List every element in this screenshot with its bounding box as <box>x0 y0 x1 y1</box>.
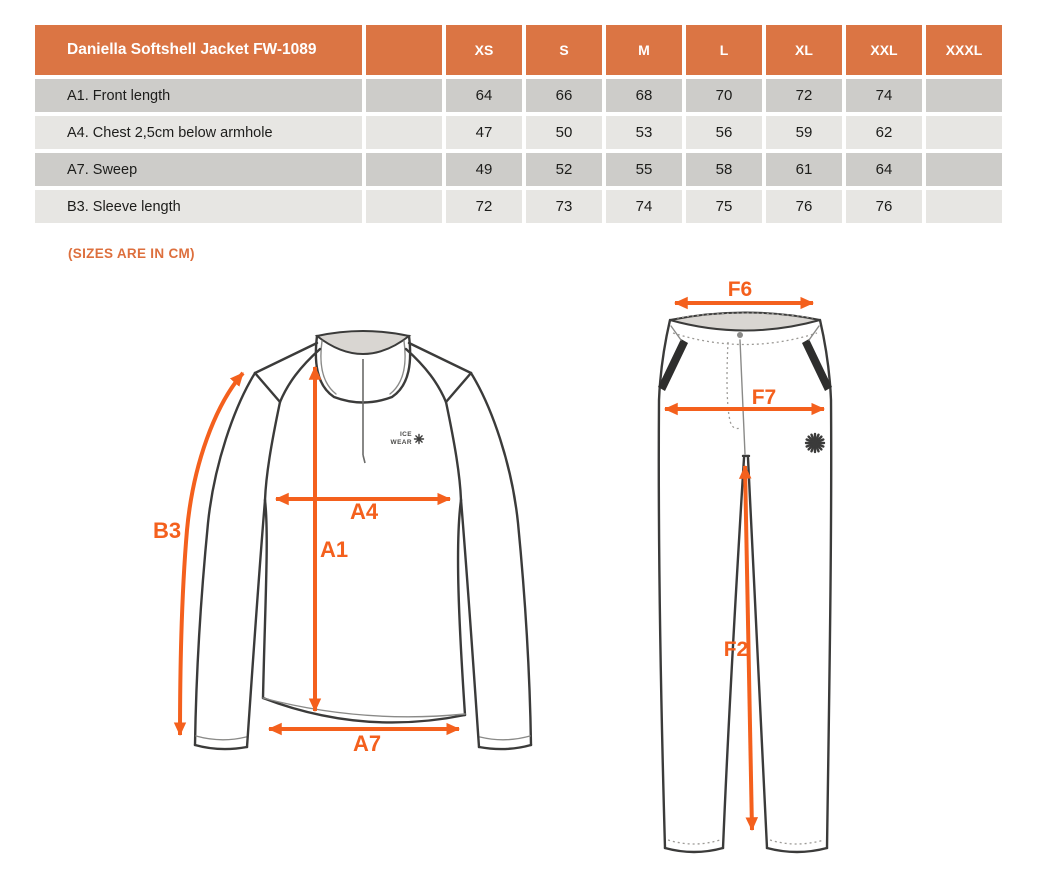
icewear-logo <box>391 431 424 446</box>
pants-diagram <box>630 278 860 868</box>
icewear-logo-text-wear: WEAR <box>390 439 412 446</box>
row-spacer <box>366 116 442 149</box>
size-value: 74 <box>846 79 922 112</box>
icewear-logo-text-ice: ICE <box>399 431 412 438</box>
size-value: 53 <box>606 116 682 149</box>
size-value: 59 <box>766 116 842 149</box>
size-value: 73 <box>526 190 602 223</box>
pants-label-f7: F7 <box>751 386 777 409</box>
jacket-outline <box>195 331 531 749</box>
row-label-chest: A4. Chest 2,5cm below armhole <box>35 116 362 149</box>
size-value <box>926 116 1002 149</box>
col-header-l: L <box>686 25 762 75</box>
size-value: 47 <box>446 116 522 149</box>
sizes-note: (SIZES ARE IN CM) <box>68 246 195 261</box>
size-value: 56 <box>686 116 762 149</box>
size-value: 49 <box>446 153 522 186</box>
jacket-label-a7: A7 <box>352 731 382 756</box>
col-header-xxxl: XXXL <box>926 25 1002 75</box>
pants-label-f6: F6 <box>727 278 753 301</box>
size-value: 70 <box>686 79 762 112</box>
size-value: 64 <box>846 153 922 186</box>
col-header-s: S <box>526 25 602 75</box>
chart-title: Daniella Softshell Jacket FW-1089 <box>35 25 362 75</box>
chart-header-spacer <box>366 25 442 75</box>
size-value: 72 <box>766 79 842 112</box>
jacket-collar-inside <box>317 331 409 354</box>
size-value: 55 <box>606 153 682 186</box>
icewear-snowflake-icon <box>415 435 424 444</box>
size-value: 74 <box>606 190 682 223</box>
size-value: 72 <box>446 190 522 223</box>
pants-snowflake-icon <box>806 434 824 452</box>
size-value <box>926 190 1002 223</box>
size-value: 68 <box>606 79 682 112</box>
jacket-label-a1: A1 <box>319 537 349 562</box>
row-label-sweep: A7. Sweep <box>35 153 362 186</box>
pants-button <box>737 332 743 338</box>
row-spacer <box>366 79 442 112</box>
size-value: 62 <box>846 116 922 149</box>
pants-outline <box>658 313 832 853</box>
size-value: 52 <box>526 153 602 186</box>
size-value <box>926 79 1002 112</box>
jacket-diagram <box>150 305 550 775</box>
row-spacer <box>366 153 442 186</box>
jacket-label-a4: A4 <box>349 499 379 524</box>
measurement-arrow-b3 <box>180 373 243 735</box>
row-label-sleeve-length: B3. Sleeve length <box>35 190 362 223</box>
pants-waist-inside <box>670 313 820 331</box>
jacket-zipper <box>363 359 365 463</box>
size-value: 64 <box>446 79 522 112</box>
size-value: 61 <box>766 153 842 186</box>
row-spacer <box>366 190 442 223</box>
size-value: 76 <box>846 190 922 223</box>
jacket-label-b3: B3 <box>152 518 182 543</box>
size-value: 75 <box>686 190 762 223</box>
col-header-xxl: XXL <box>846 25 922 75</box>
size-value: 66 <box>526 79 602 112</box>
col-header-xs: XS <box>446 25 522 75</box>
size-chart-table <box>35 25 1002 223</box>
size-value: 50 <box>526 116 602 149</box>
size-value: 58 <box>686 153 762 186</box>
pants-label-f2: F2 <box>723 638 749 661</box>
col-header-m: M <box>606 25 682 75</box>
size-value: 76 <box>766 190 842 223</box>
row-label-front-length: A1. Front length <box>35 79 362 112</box>
col-header-xl: XL <box>766 25 842 75</box>
size-value <box>926 153 1002 186</box>
